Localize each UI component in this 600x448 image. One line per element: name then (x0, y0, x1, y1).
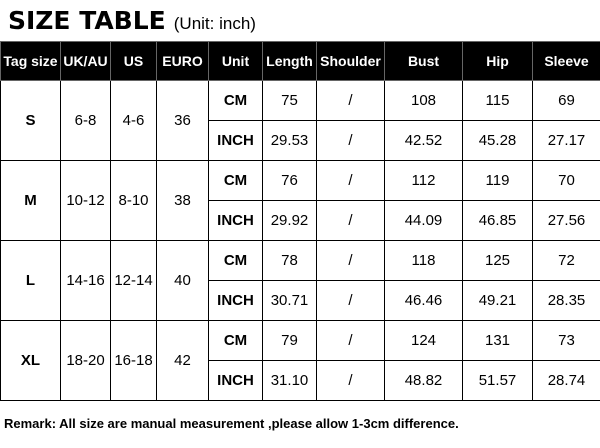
size-row-s-cm (1, 81, 600, 121)
hip-cell: 131 (463, 321, 533, 361)
hip-cell: 51.57 (463, 361, 533, 401)
bust-cell: 112 (385, 161, 463, 201)
hip-cell: 125 (463, 241, 533, 281)
shoulder-cell: / (317, 161, 385, 201)
header-bust: Bust (385, 42, 463, 81)
size-tag-cell: L (1, 241, 61, 321)
size-tag-cell: S (1, 81, 61, 161)
bust-cell: 46.46 (385, 281, 463, 321)
header-uk-au: UK/AU (61, 42, 111, 81)
bust-cell: 108 (385, 81, 463, 121)
hip-cell: 119 (463, 161, 533, 201)
euro-cell: 38 (157, 161, 209, 241)
length-cell: 75 (263, 81, 317, 121)
shoulder-cell: / (317, 321, 385, 361)
shoulder-cell: / (317, 121, 385, 161)
shoulder-cell: / (317, 361, 385, 401)
unit-cell-inch: INCH (209, 361, 263, 401)
size-table (0, 41, 600, 401)
unit-cell-inch: INCH (209, 121, 263, 161)
hip-cell: 46.85 (463, 201, 533, 241)
us-cell: 16-18 (111, 321, 157, 401)
sleeve-cell: 28.74 (533, 361, 600, 401)
header-unit: Unit (209, 42, 263, 81)
size-table-title-area (8, 4, 256, 38)
length-cell: 78 (263, 241, 317, 281)
shoulder-cell: / (317, 281, 385, 321)
length-cell: 79 (263, 321, 317, 361)
header-shoulder: Shoulder (317, 42, 385, 81)
euro-cell: 36 (157, 81, 209, 161)
sleeve-cell: 69 (533, 81, 600, 121)
shoulder-cell: / (317, 241, 385, 281)
length-cell: 30.71 (263, 281, 317, 321)
header-euro: EURO (157, 42, 209, 81)
page-title: SIZE TABLE (8, 6, 166, 35)
sleeve-cell: 72 (533, 241, 600, 281)
header-hip: Hip (463, 42, 533, 81)
hip-cell: 49.21 (463, 281, 533, 321)
unit-cell-inch: INCH (209, 281, 263, 321)
bust-cell: 42.52 (385, 121, 463, 161)
size-tag-cell: M (1, 161, 61, 241)
bust-cell: 124 (385, 321, 463, 361)
size-row-m-cm (1, 161, 600, 201)
bust-cell: 118 (385, 241, 463, 281)
sleeve-cell: 27.17 (533, 121, 600, 161)
header-us: US (111, 42, 157, 81)
unit-cell-cm: CM (209, 321, 263, 361)
length-cell: 31.10 (263, 361, 317, 401)
unit-cell-inch: INCH (209, 201, 263, 241)
us-cell: 12-14 (111, 241, 157, 321)
uk-au-cell: 6-8 (61, 81, 111, 161)
euro-cell: 42 (157, 321, 209, 401)
unit-cell-cm: CM (209, 241, 263, 281)
size-row-l-cm (1, 241, 600, 281)
bust-cell: 44.09 (385, 201, 463, 241)
remark-note: Remark: All size are manual measurement ,please allow 1-3cm difference. (4, 416, 459, 431)
length-cell: 76 (263, 161, 317, 201)
length-cell: 29.92 (263, 201, 317, 241)
header-length: Length (263, 42, 317, 81)
shoulder-cell: / (317, 201, 385, 241)
shoulder-cell: / (317, 81, 385, 121)
sleeve-cell: 70 (533, 161, 600, 201)
length-cell: 29.53 (263, 121, 317, 161)
unit-cell-cm: CM (209, 161, 263, 201)
hip-cell: 115 (463, 81, 533, 121)
us-cell: 8-10 (111, 161, 157, 241)
header-row (1, 42, 600, 81)
size-tag-cell: XL (1, 321, 61, 401)
uk-au-cell: 14-16 (61, 241, 111, 321)
sleeve-cell: 27.56 (533, 201, 600, 241)
uk-au-cell: 18-20 (61, 321, 111, 401)
header-tag-size: Tag size (1, 42, 61, 81)
us-cell: 4-6 (111, 81, 157, 161)
unit-cell-cm: CM (209, 81, 263, 121)
euro-cell: 40 (157, 241, 209, 321)
size-row-xl-cm (1, 321, 600, 361)
bust-cell: 48.82 (385, 361, 463, 401)
uk-au-cell: 10-12 (61, 161, 111, 241)
hip-cell: 45.28 (463, 121, 533, 161)
unit-note: (Unit: inch) (173, 14, 256, 33)
sleeve-cell: 28.35 (533, 281, 600, 321)
sleeve-cell: 73 (533, 321, 600, 361)
header-sleeve: Sleeve (533, 42, 600, 81)
